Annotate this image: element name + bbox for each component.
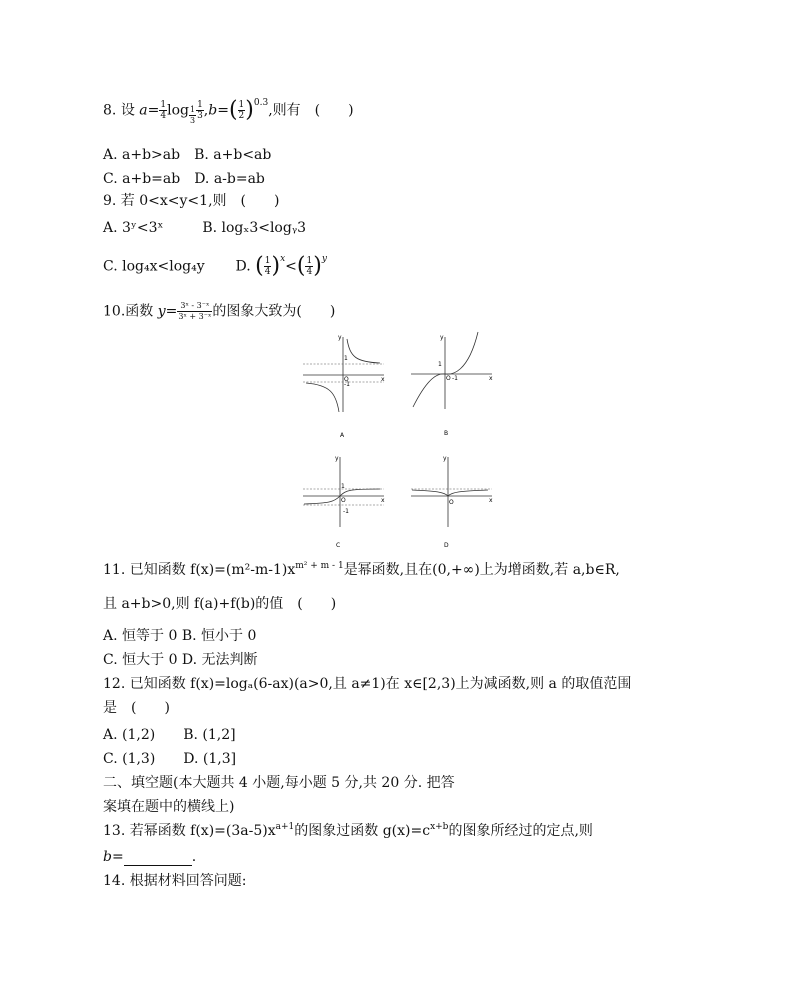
- x-label: x: [381, 376, 385, 383]
- origin-label: O: [449, 499, 454, 506]
- origin-label: O: [341, 497, 346, 504]
- x-label: x: [489, 497, 493, 504]
- graph-a-label: A: [340, 432, 345, 439]
- tick-1: 1: [438, 361, 442, 368]
- q9-options-cd: C. log₄x<log₄y D. ( $\frac{1}{4}$ )$^x$<( $\frac{1}{4}$ )$^y$: [103, 253, 327, 279]
- q13-line1: 13. 若幂函数 $f(x)=(3a-5)x^{a+1}$的图象过函数 $g(x)=c^{x+b}$的图象所经过的定点,则: [103, 822, 593, 839]
- x-label: x: [489, 375, 493, 382]
- tick-1: 1: [341, 483, 345, 490]
- y-label: y: [440, 334, 444, 341]
- origin-label: O: [344, 376, 349, 383]
- curve-left: [306, 383, 339, 412]
- q8-log-base: $\frac{1}{3}$: [189, 105, 196, 125]
- q9-stem: 9. 若 0<x<y<1,则 ( ): [103, 193, 280, 209]
- y-label: y: [338, 334, 342, 341]
- curve: [413, 332, 478, 407]
- graph-d: [408, 452, 498, 552]
- tick-1: 1: [344, 355, 348, 362]
- q12-line2: 是 ( ): [103, 700, 170, 716]
- q10-fraction: $\frac{\text{3ˣ - 3⁻ˣ}}{\text{3ˣ + 3⁻ˣ}}$: [178, 301, 212, 321]
- q11-options-1: A. 恒等于 0 B. 恒小于 0: [103, 628, 257, 644]
- curve: [412, 490, 488, 496]
- q8-options-1: A. a+b>ab B. a+b<ab: [103, 147, 272, 163]
- q13-line2: b= .: [103, 849, 197, 865]
- q12-line1: 12. 已知函数 f(x)=logₐ(6-ax)(a>0,且 a≠1)在 x∈[2,3)上为减函数,则 a 的取值范围: [103, 676, 632, 692]
- q8-coef-fraction: $\frac{1}{4}$: [160, 100, 167, 121]
- q8-options-2: C. a+b=ab D. a-b=ab: [103, 171, 265, 187]
- section2-line2: 案填在题中的横线上): [103, 799, 235, 815]
- q13-answer-blank[interactable]: [124, 853, 192, 866]
- graph-b-label: B: [444, 430, 449, 437]
- x-label: x: [381, 497, 385, 504]
- q14-line1: 14. 根据材料回答问题:: [103, 873, 247, 889]
- curve-right: [347, 339, 380, 363]
- q12-options-2: C. (1,3) D. (1,3]: [103, 751, 237, 767]
- y-label: y: [335, 455, 339, 462]
- q8-stem: 8. 设 a= $\frac{1}{4}$ log $\frac{1}{3}$ $\frac{1}{3}$ ,b=( $\frac{1}{2}$ )$^{0.3}$,则有 ( ): [103, 97, 354, 125]
- tick-minus1: -1: [344, 381, 350, 388]
- tick-minus1: -1: [452, 375, 458, 382]
- q11-options-2: C. 恒大于 0 D. 无法判断: [103, 652, 258, 668]
- tick-minus1: -1: [343, 508, 349, 515]
- section2-line1: 二、填空题(本大题共 4 小题,每小题 5 分,共 20 分. 把答: [103, 775, 455, 791]
- graph-c-label: C: [336, 542, 341, 549]
- graph-b: [408, 327, 498, 441]
- graph-c: [300, 452, 390, 552]
- q11-line1: 11. 已知函数 $f(x)=(m^2-m-1)x^{m^2 + m - 1}$是幂函数,且在(0,+∞)上为增函数,若 a,b∈R,: [103, 561, 620, 578]
- graph-d-label: D: [444, 542, 449, 549]
- q8-b-fraction: $\frac{1}{2}$: [238, 100, 245, 121]
- q10-stem: 10.函数 y= $\frac{\text{3ˣ - 3⁻ˣ}}{\text{3ˣ + 3⁻ˣ}}$ 的图象大致为( ): [103, 301, 336, 321]
- q8-log-arg: $\frac{1}{3}$: [197, 100, 203, 121]
- q9-d-fraction-2: $\frac{1}{4}$: [306, 256, 313, 277]
- q9-options-ab: A. 3ʸ<3ˣ B. logₓ3<logᵧ3: [103, 220, 307, 236]
- q12-options-1: A. (1,2) B. (1,2]: [103, 727, 236, 743]
- q9-d-fraction-1: $\frac{1}{4}$: [264, 256, 271, 277]
- q11-line2: 且 a+b>0,则 f(a)+f(b)的值 ( ): [103, 596, 337, 612]
- origin-label: O: [446, 375, 451, 382]
- y-label: y: [443, 455, 447, 462]
- graph-a: [300, 327, 390, 441]
